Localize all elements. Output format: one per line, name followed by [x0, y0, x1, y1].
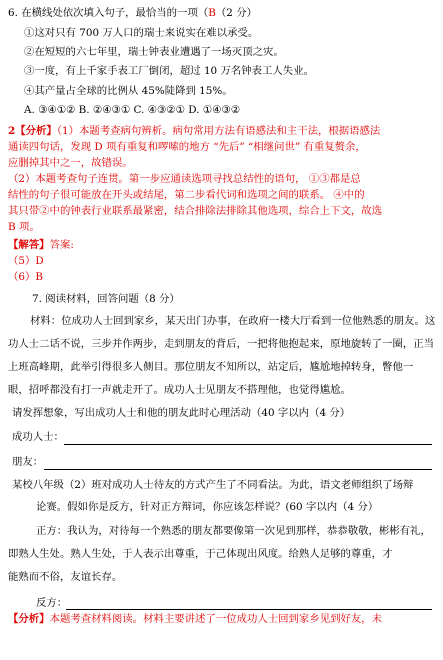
q7-fan-label: 反方： [36, 597, 68, 609]
q7-material-1: 材料：位成功人士回到家乡，某天出门办事，在政府一楼大厅看到一位他熟悉的朋友。这 [30, 315, 436, 327]
q7-material-2: 功人士二话不说，三步并作两步，走到朋友的背后，一把将他抱起来，原地旋转了一圈，正当 [8, 338, 435, 350]
answer6-item-5: （5）D [8, 255, 44, 267]
analysis6-line-6: 其只带②中的钟表行业联系最紧密，结合排除法排除其他选项，综合上下文，故选 [8, 205, 383, 217]
q7-success-label: 成功人士： [12, 431, 64, 443]
q7-zheng-3: 能熟而不俗，友谊长存。 [8, 571, 123, 583]
q6-sentence-3: ③一度，有上千家手表工厂倒闭，超过 10 万名钟表工人失业。 [24, 65, 314, 77]
q7-material-3: 上班高峰期，此举引得很多人侧目。那位朋友不知所以，站定后，尴尬地掉转身，瞥他一 [8, 361, 414, 373]
analysis6-line-3: 应删掉其中之一，故错误。 [8, 157, 133, 169]
q7-friend-label: 朋友： [12, 456, 44, 468]
answer6-line: 【解答】答案: [8, 239, 74, 251]
q6-sentence-4: ④其产量占全球的比例从 45%陡降到 15%。 [24, 85, 233, 97]
analysis6-line-7: B 项。 [8, 221, 40, 233]
q6-options: A. ③④①② B. ②④③① C. ④③②① D. ①④③② [24, 104, 241, 116]
answer6-item-6: （6）B [8, 271, 44, 283]
analysis6-line-5: 结性的句子很可能放在开头或结尾，第二步看代词和选项之间的联系。 ④中的 [8, 189, 365, 201]
q7-zheng-2: 即熟人生处。熟人生处，于人表示出尊重，于己体现出风度。给熟人足够的尊重，才 [8, 548, 393, 560]
q6-sentence-2: ②在短短的六七年里，瑞士钟表业遭遇了一场灭顶之灾。 [24, 46, 284, 58]
analysis6-label: 2【分析】 [8, 125, 57, 137]
q6-sentence-1: ①这对只有 700 万人口的瑞士来说实在难以承受。 [24, 27, 259, 39]
q7-prompt-2a: 某校八年级（2）班对成功人士待友的方式产生了不同看法。为此，语文老师组织了场辩 [12, 479, 414, 491]
analysis7-label: 【分析】 [8, 613, 50, 625]
q6-stem: 6. 在横线处依次填入句子，最恰当的一项（B（2 分） [8, 7, 257, 19]
analysis7-line-1: 【分析】本题考查材料阅读。材料主要讲述了一位成功人士回到家乡见到好友，未 [8, 613, 383, 625]
q6-answer: B [208, 7, 216, 19]
q7-zheng-1: 正方：我认为，对待每一个熟悉的朋友都要像第一次见到那样，恭恭敬敬，彬彬有礼， [36, 525, 431, 537]
q7-prompt-2b: 论赛。假如你是反方，针对正方辩词，你应该怎样说？(60 字以内（4 分） [36, 501, 379, 513]
analysis6-line-1: 2【分析】（1）本题考查病句辨析。病句常用方法有语感法和主干法，根据语感法 [8, 125, 381, 137]
q7-title: 7. 阅读材料，回答问题（8 分） [32, 293, 180, 305]
q7-material-4: 眼，招呼都没有打一声就走开了。成功人士见朋友不搭理他，也觉得尴尬。 [8, 384, 351, 396]
answer6-label: 【解答】 [8, 239, 50, 251]
analysis6-line-4: （2）本题考查句子连贯。第一步应通读选项寻找总结性的语句， ①③都是总 [8, 173, 361, 185]
q7-prompt-1: 请发挥想象，写出成功人士和他的朋友此时心理活动（40 字以内（4 分） [12, 407, 351, 419]
analysis6-line-2: 通读四句话，发现 D 项有重复和啰嗦的地方 “先后” “相继问世” 有重复赘余， [8, 141, 366, 153]
